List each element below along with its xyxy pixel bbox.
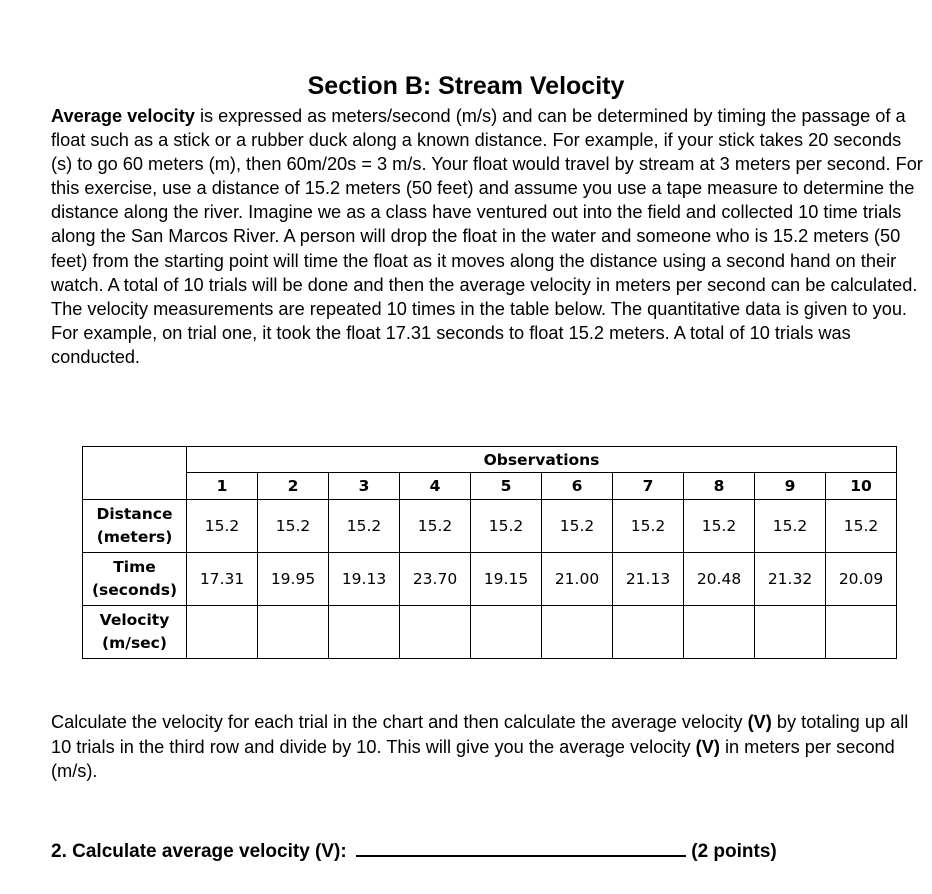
- distance-row: [83, 500, 897, 553]
- time-cell: 19.13: [329, 553, 400, 606]
- distance-cell: 15.2: [826, 500, 897, 553]
- intro-text: is expressed as meters/second (m/s) and can be determined by timing the passage of a float such as a stick or a rubber duck along a known distance. For example, if your stick takes 20 seconds (s) to go 60 meters (m), then 60m/20s = 3 m/s. Your float would travel by stream at 3 meters per second. For this exercise, use a distance of 15.2 meters (50 feet) and assume you use a tape measure to determine the distance along the river. Imagine we as a class have ventured out into the field and collected 10 time trials along the San Marcos River. A person will drop the float in the water and someone who is 15.2 meters (50 feet) from the starting point will time the float as it moves along the distance using a second hand on their watch. A total of 10 trials will be done and then the average velocity in meters per second can be calculated. The velocity measurements are repeated 10 times in the table below. The quantitative data is given to you. For example, on trial one, it took the float 17.31 seconds to float 15.2 meters. A total of 10 trials was conducted.: [51, 106, 923, 367]
- distance-label: Distance (meters): [83, 500, 187, 553]
- table-corner-cell: [83, 447, 187, 473]
- trial-number: 9: [755, 473, 826, 500]
- trial-number-row: [83, 473, 897, 500]
- distance-cell: 15.2: [329, 500, 400, 553]
- trial-number: 5: [471, 473, 542, 500]
- time-cell: 20.09: [826, 553, 897, 606]
- distance-cell: 15.2: [613, 500, 684, 553]
- velocity-cell[interactable]: [187, 606, 258, 659]
- time-cell: 21.13: [613, 553, 684, 606]
- trial-number: 2: [258, 473, 329, 500]
- distance-cell: 15.2: [400, 500, 471, 553]
- distance-cell: 15.2: [684, 500, 755, 553]
- time-cell: 21.00: [542, 553, 613, 606]
- time-cell: 21.32: [755, 553, 826, 606]
- distance-cell: 15.2: [471, 500, 542, 553]
- velocity-cell[interactable]: [755, 606, 826, 659]
- velocity-label: Velocity (m/sec): [83, 606, 187, 659]
- velocity-cell[interactable]: [471, 606, 542, 659]
- intro-lead: Average velocity: [51, 106, 195, 126]
- velocity-cell[interactable]: [400, 606, 471, 659]
- question-label: 2. Calculate average velocity (V):: [51, 841, 347, 862]
- time-cell: 20.48: [684, 553, 755, 606]
- table-header-row: [83, 447, 897, 473]
- trial-number: 3: [329, 473, 400, 500]
- velocity-cell[interactable]: [613, 606, 684, 659]
- time-cell: 19.15: [471, 553, 542, 606]
- trial-number: 1: [187, 473, 258, 500]
- distance-cell: 15.2: [755, 500, 826, 553]
- table-corner-cell-lower: [83, 473, 187, 500]
- observations-header: Observations: [187, 447, 897, 473]
- trial-number: 10: [826, 473, 897, 500]
- trial-number: 6: [542, 473, 613, 500]
- velocity-cell[interactable]: [258, 606, 329, 659]
- answer-blank[interactable]: [356, 837, 686, 857]
- points-label: (2 points): [691, 841, 777, 862]
- velocity-cell[interactable]: [329, 606, 400, 659]
- trial-number: 4: [400, 473, 471, 500]
- time-row: [83, 553, 897, 606]
- instructions-paragraph: Calculate the velocity for each trial in the chart and then calculate the average velocity (V) by totaling up all 10 trials in the third row and divide by 10. This will give you the average velocity (V) in meters per second (m/s).: [51, 712, 909, 781]
- distance-cell: 15.2: [258, 500, 329, 553]
- velocity-cell[interactable]: [684, 606, 755, 659]
- section-title: Section B: Stream Velocity: [307, 72, 625, 100]
- question-2: [51, 837, 921, 865]
- trial-number: 7: [613, 473, 684, 500]
- trial-number: 8: [684, 473, 755, 500]
- velocity-cell[interactable]: [542, 606, 613, 659]
- velocity-row: [83, 606, 897, 659]
- time-cell: 19.95: [258, 553, 329, 606]
- time-cell: 23.70: [400, 553, 471, 606]
- time-cell: 17.31: [187, 553, 258, 606]
- time-label: Time (seconds): [83, 553, 187, 606]
- intro-paragraph: [51, 104, 926, 369]
- velocity-cell[interactable]: [826, 606, 897, 659]
- observations-table: [82, 446, 897, 659]
- distance-cell: 15.2: [187, 500, 258, 553]
- distance-cell: 15.2: [542, 500, 613, 553]
